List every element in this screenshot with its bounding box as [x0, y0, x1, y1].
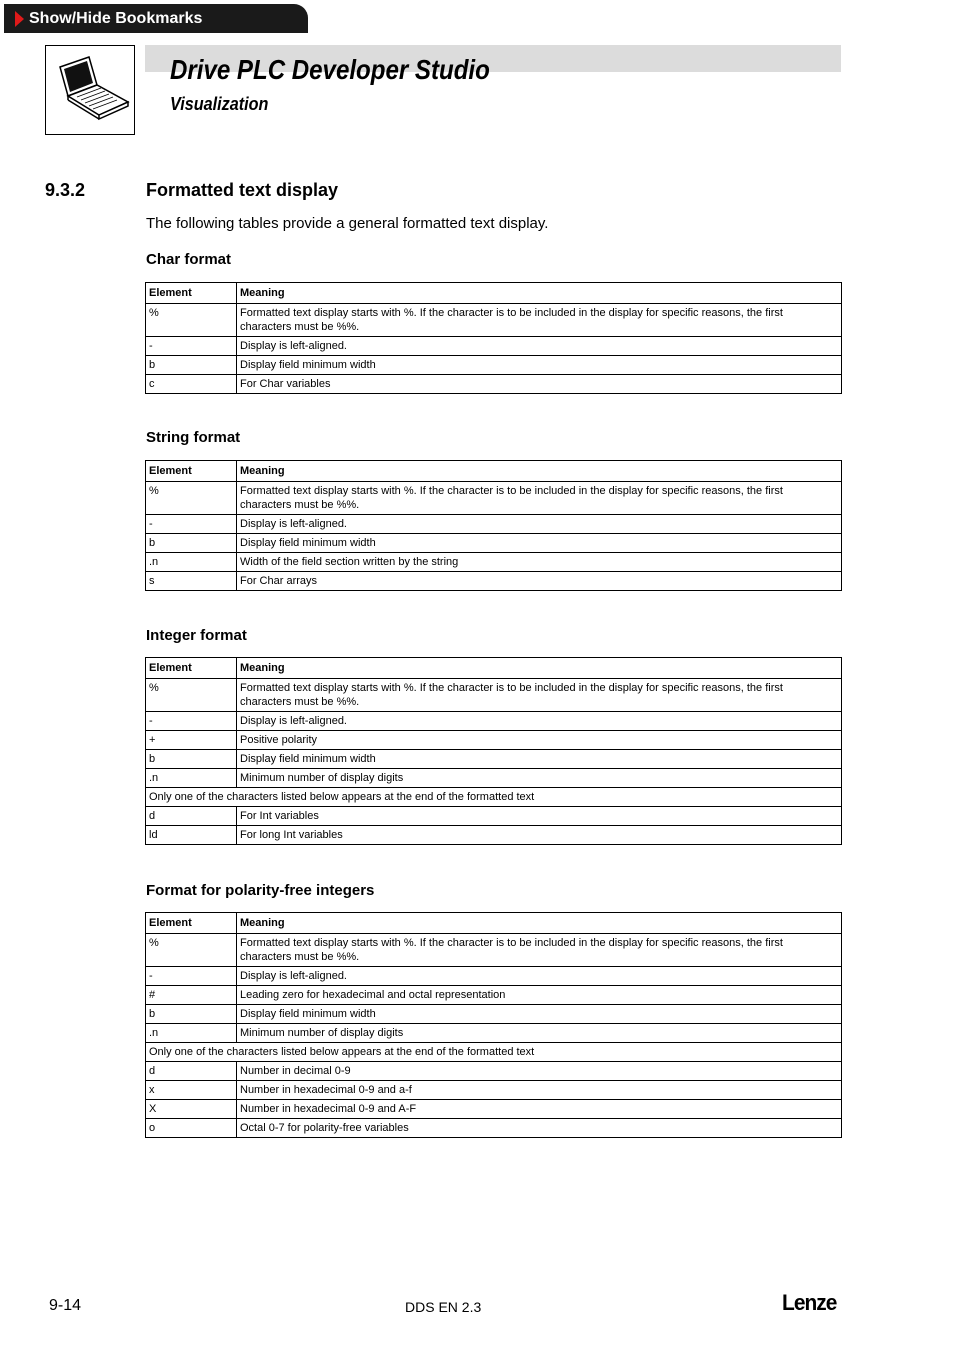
meaning-cell: Display is left-aligned.	[237, 515, 842, 534]
element-cell: %	[146, 934, 237, 967]
table-row	[146, 731, 842, 750]
table-header-row	[146, 461, 842, 482]
table-header-row	[146, 913, 842, 934]
table-row	[146, 788, 842, 807]
meaning-cell: Display field minimum width	[237, 356, 842, 375]
table-row	[146, 337, 842, 356]
meaning-cell: Minimum number of display digits	[237, 1024, 842, 1043]
element-cell: ld	[146, 826, 237, 845]
meaning-cell: Number in decimal 0-9	[237, 1062, 842, 1081]
table-heading: Format for polarity-free integers	[146, 882, 375, 899]
table-header-row	[146, 283, 842, 304]
table-row	[146, 1119, 842, 1138]
table-row	[146, 304, 842, 337]
table-row	[146, 1043, 842, 1062]
element-cell: -	[146, 712, 237, 731]
column-header-element: Element	[146, 913, 237, 934]
column-header-element: Element	[146, 461, 237, 482]
triangle-right-icon	[15, 11, 24, 27]
element-cell: %	[146, 679, 237, 712]
document-subtitle: Visualization	[170, 94, 269, 114]
meaning-cell: Formatted text display starts with %. If the character is to be included in the display for specific reasons, the first characters must be %%.	[237, 934, 842, 967]
column-header-element: Element	[146, 283, 237, 304]
meaning-cell: Display field minimum width	[237, 1005, 842, 1024]
meaning-cell: Minimum number of display digits	[237, 769, 842, 788]
element-cell: c	[146, 375, 237, 394]
meaning-cell: Number in hexadecimal 0-9 and A-F	[237, 1100, 842, 1119]
meaning-cell: Number in hexadecimal 0-9 and a-f	[237, 1081, 842, 1100]
meaning-cell: Display field minimum width	[237, 534, 842, 553]
element-cell: +	[146, 731, 237, 750]
table-row	[146, 356, 842, 375]
column-header-element: Element	[146, 658, 237, 679]
element-cell: -	[146, 515, 237, 534]
meaning-cell: For Char arrays	[237, 572, 842, 591]
element-cell: b	[146, 1005, 237, 1024]
element-cell: b	[146, 534, 237, 553]
element-cell: X	[146, 1100, 237, 1119]
table-row	[146, 515, 842, 534]
element-cell: #	[146, 986, 237, 1005]
table-heading: Char format	[146, 251, 232, 268]
meaning-cell: For Int variables	[237, 807, 842, 826]
meaning-cell: Width of the field section written by the string	[237, 553, 842, 572]
table-row	[146, 750, 842, 769]
table-row	[146, 375, 842, 394]
column-header-meaning: Meaning	[237, 283, 842, 304]
meaning-cell: Formatted text display starts with %. If the character is to be included in the display for specific reasons, the first characters must be %%.	[237, 304, 842, 337]
table-row	[146, 934, 842, 967]
table-row	[146, 1005, 842, 1024]
table-row	[146, 1081, 842, 1100]
show-hide-bookmarks-button[interactable]	[4, 4, 308, 33]
table-row	[146, 482, 842, 515]
document-title: Drive PLC Developer Studio	[170, 54, 490, 85]
table-row	[146, 807, 842, 826]
table-header-row	[146, 658, 842, 679]
section-number: 9.3.2	[45, 180, 86, 200]
section-intro: The following tables provide a general formatted text display.	[146, 215, 549, 232]
column-header-meaning: Meaning	[237, 461, 842, 482]
meaning-cell: Display is left-aligned.	[237, 967, 842, 986]
format-table	[145, 460, 842, 591]
document-code: DDS EN 2.3	[405, 1299, 482, 1315]
table-row	[146, 534, 842, 553]
meaning-cell: Octal 0-7 for polarity-free variables	[237, 1119, 842, 1138]
element-cell: .n	[146, 769, 237, 788]
meaning-cell: Display is left-aligned.	[237, 337, 842, 356]
table-row	[146, 1062, 842, 1081]
table-heading: Integer format	[146, 627, 247, 644]
meaning-cell: Formatted text display starts with %. If the character is to be included in the display for specific reasons, the first characters must be %%.	[237, 679, 842, 712]
meaning-cell: Leading zero for hexadecimal and octal representation	[237, 986, 842, 1005]
element-cell: o	[146, 1119, 237, 1138]
note-cell: Only one of the characters listed below appears at the end of the formatted text	[146, 788, 842, 807]
format-table	[145, 657, 842, 845]
meaning-cell: Formatted text display starts with %. If the character is to be included in the display for specific reasons, the first characters must be %%.	[237, 482, 842, 515]
table-row	[146, 1024, 842, 1043]
meaning-cell: For long Int variables	[237, 826, 842, 845]
table-row	[146, 967, 842, 986]
element-cell: b	[146, 750, 237, 769]
column-header-meaning: Meaning	[237, 658, 842, 679]
element-cell: x	[146, 1081, 237, 1100]
format-table	[145, 912, 842, 1138]
meaning-cell: For Char variables	[237, 375, 842, 394]
format-table	[145, 282, 842, 394]
page-number: 9-14	[49, 1297, 82, 1314]
meaning-cell: Positive polarity	[237, 731, 842, 750]
element-cell: .n	[146, 553, 237, 572]
table-heading: String format	[146, 429, 241, 446]
table-row	[146, 1100, 842, 1119]
table-row	[146, 679, 842, 712]
element-cell: d	[146, 1062, 237, 1081]
table-row	[146, 572, 842, 591]
column-header-meaning: Meaning	[237, 913, 842, 934]
meaning-cell: Display is left-aligned.	[237, 712, 842, 731]
element-cell: d	[146, 807, 237, 826]
element-cell: b	[146, 356, 237, 375]
brand-logo: Lenze	[782, 1290, 837, 1315]
table-row	[146, 769, 842, 788]
table-row	[146, 553, 842, 572]
element-cell: -	[146, 337, 237, 356]
table-row	[146, 826, 842, 845]
meaning-cell: Display field minimum width	[237, 750, 842, 769]
element-cell: %	[146, 482, 237, 515]
note-cell: Only one of the characters listed below appears at the end of the formatted text	[146, 1043, 842, 1062]
table-row	[146, 986, 842, 1005]
laptop-icon	[45, 45, 135, 135]
section-title: Formatted text display	[146, 180, 339, 200]
element-cell: -	[146, 967, 237, 986]
element-cell: %	[146, 304, 237, 337]
table-row	[146, 712, 842, 731]
bookmark-label: Show/Hide Bookmarks	[29, 9, 203, 27]
element-cell: s	[146, 572, 237, 591]
element-cell: .n	[146, 1024, 237, 1043]
